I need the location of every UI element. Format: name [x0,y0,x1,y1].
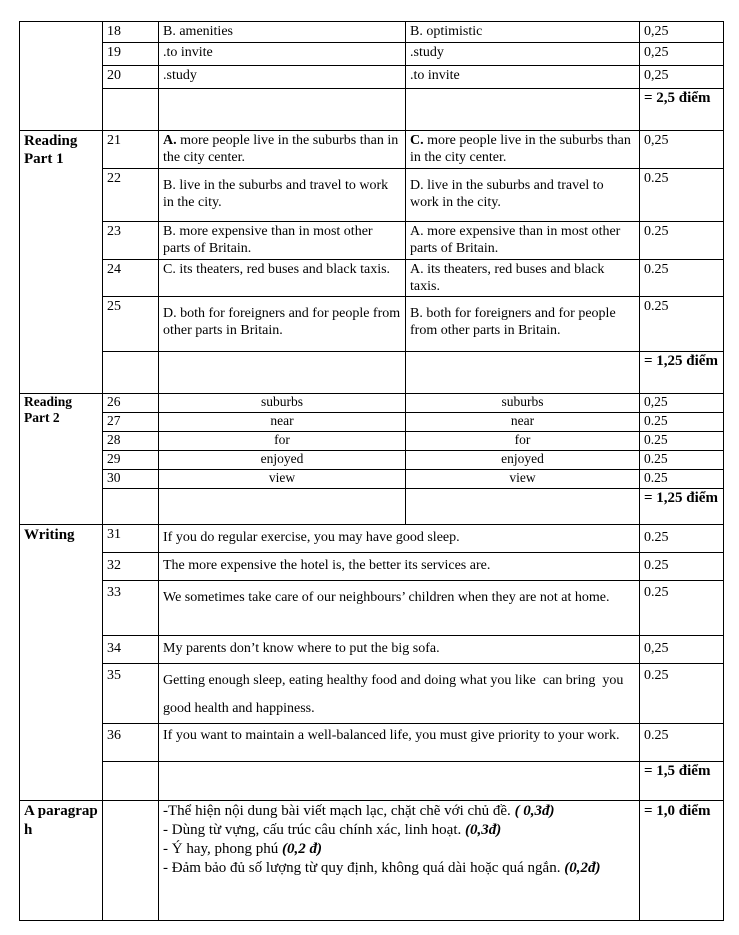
table-row [20,131,724,169]
score: 0.25 [640,553,724,581]
score: 0.25 [640,432,724,451]
score: 0.25 [640,470,724,489]
table-row [20,664,724,724]
answer-b: B. both for foreigners and for people from other parts in Britain. [406,297,640,352]
question-number: 26 [103,394,159,413]
answer-a: for [159,432,406,451]
question-number: 34 [103,636,159,664]
total-row [20,762,724,801]
answer-b: B. optimistic [406,22,640,43]
answer-b: view [406,470,640,489]
score: 0,25 [640,22,724,43]
answer-key-table [19,21,724,921]
total-row [20,489,724,525]
table-row [20,22,724,43]
score: 0,25 [640,66,724,89]
answer-b: for [406,432,640,451]
question-number: 27 [103,413,159,432]
answer-b: near [406,413,640,432]
table-row [20,801,724,921]
question-number: 22 [103,169,159,222]
section-total: = 1,25 điểm [640,489,724,525]
section-total: = 1,25 điểm [640,352,724,394]
table-row [20,724,724,762]
sentence-answer: We sometimes take care of our neighbours’ children when they are not at home. [159,581,640,636]
question-number: 23 [103,222,159,260]
answer-a: D. both for foreigners and for people from other parts in Britain. [159,297,406,352]
score: 0.25 [640,451,724,470]
answer-a: C. its theaters, red buses and black taxis. [159,260,406,297]
score: 0,25 [640,131,724,169]
question-number: 28 [103,432,159,451]
table-row [20,394,724,413]
sentence-answer: The more expensive the hotel is, the better its services are. [159,553,640,581]
answer-b: suburbs [406,394,640,413]
table-row [20,169,724,222]
answer-letter: C. [410,133,424,148]
section-label-reading-2: Reading Part 2 [20,394,103,525]
table-row [20,413,724,432]
answer-a: view [159,470,406,489]
question-number: 36 [103,724,159,762]
question-number: 20 [103,66,159,89]
sentence-answer: If you do regular exercise, you may have good sleep. [159,525,640,553]
table-row [20,636,724,664]
score: 0.25 [640,222,724,260]
score: 0.25 [640,413,724,432]
table-row [20,581,724,636]
answer-b: D. live in the suburbs and travel to work in the city. [406,169,640,222]
question-number: 25 [103,297,159,352]
answer-text: more people live in the suburbs than in the city center. [410,133,631,165]
answer-a: .to invite [159,43,406,66]
table-row [20,525,724,553]
answer-a: B. more expensive than in most other parts of Britain. [159,222,406,260]
sentence-answer: My parents don’t know where to put the big sofa. [159,636,640,664]
score: 0.25 [640,169,724,222]
question-number: 19 [103,43,159,66]
section-label-paragraph: A paragrap h [20,801,103,921]
question-number: 35 [103,664,159,724]
answer-b: A. its theaters, red buses and black taxis. [406,260,640,297]
section-cell [20,22,103,131]
sentence-answer: Getting enough sleep, eating healthy food and doing what you like can bring you good health and happiness. [159,664,640,724]
table-row [20,222,724,260]
section-total: = 1,0 điểm [640,801,724,921]
score: 0.25 [640,297,724,352]
question-number: 30 [103,470,159,489]
answer-a: .study [159,66,406,89]
answer-b: A. more expensive than in most other parts of Britain. [406,222,640,260]
question-number: 29 [103,451,159,470]
sentence-answer: If you want to maintain a well-balanced life, you must give priority to your work. [159,724,640,762]
table-row [20,260,724,297]
criterion: - Dùng từ vựng, cấu trúc câu chính xác, linh hoạt. (0,3đ) [163,822,502,838]
criterion: - Ý hay, phong phú (0,2 đ) [163,841,323,857]
section-label-reading-1: Reading Part 1 [20,131,103,394]
answer-a: suburbs [159,394,406,413]
score: 0.25 [640,581,724,636]
table-row [20,470,724,489]
answer-a: B. live in the suburbs and travel to work in the city. [159,169,406,222]
answer-text: more people live in the suburbs than in the city center. [163,133,399,165]
table-row [20,66,724,89]
score: 0,25 [640,394,724,413]
table-row [20,451,724,470]
answer-a: enjoyed [159,451,406,470]
paragraph-criteria [159,801,640,921]
criterion: - Đảm bảo đủ số lượng từ quy định, không quá dài hoặc quá ngắn. (0,2đ) [163,860,601,876]
question-number: 24 [103,260,159,297]
question-number: 33 [103,581,159,636]
table-row [20,432,724,451]
criterion: -Thể hiện nội dung bài viết mạch lạc, chặt chẽ với chủ đề. ( 0,3đ) [163,803,555,819]
question-number: 31 [103,525,159,553]
question-number: 18 [103,22,159,43]
answer-a: B. amenities [159,22,406,43]
answer-a [159,131,406,169]
score: 0.25 [640,664,724,724]
section-total: = 2,5 điểm [640,89,724,131]
score: 0.25 [640,525,724,553]
table-row [20,553,724,581]
score: 0,25 [640,636,724,664]
answer-b: .study [406,43,640,66]
answer-a: near [159,413,406,432]
table-row [20,297,724,352]
question-number: 32 [103,553,159,581]
score: 0,25 [640,43,724,66]
section-total: = 1,5 điểm [640,762,724,801]
question-number: 21 [103,131,159,169]
score: 0.25 [640,260,724,297]
answer-b [406,131,640,169]
total-row [20,89,724,131]
section-label-writing: Writing [20,525,103,801]
score: 0.25 [640,724,724,762]
answer-b: .to invite [406,66,640,89]
total-row [20,352,724,394]
answer-letter: A. [163,133,177,148]
table-row [20,43,724,66]
answer-b: enjoyed [406,451,640,470]
